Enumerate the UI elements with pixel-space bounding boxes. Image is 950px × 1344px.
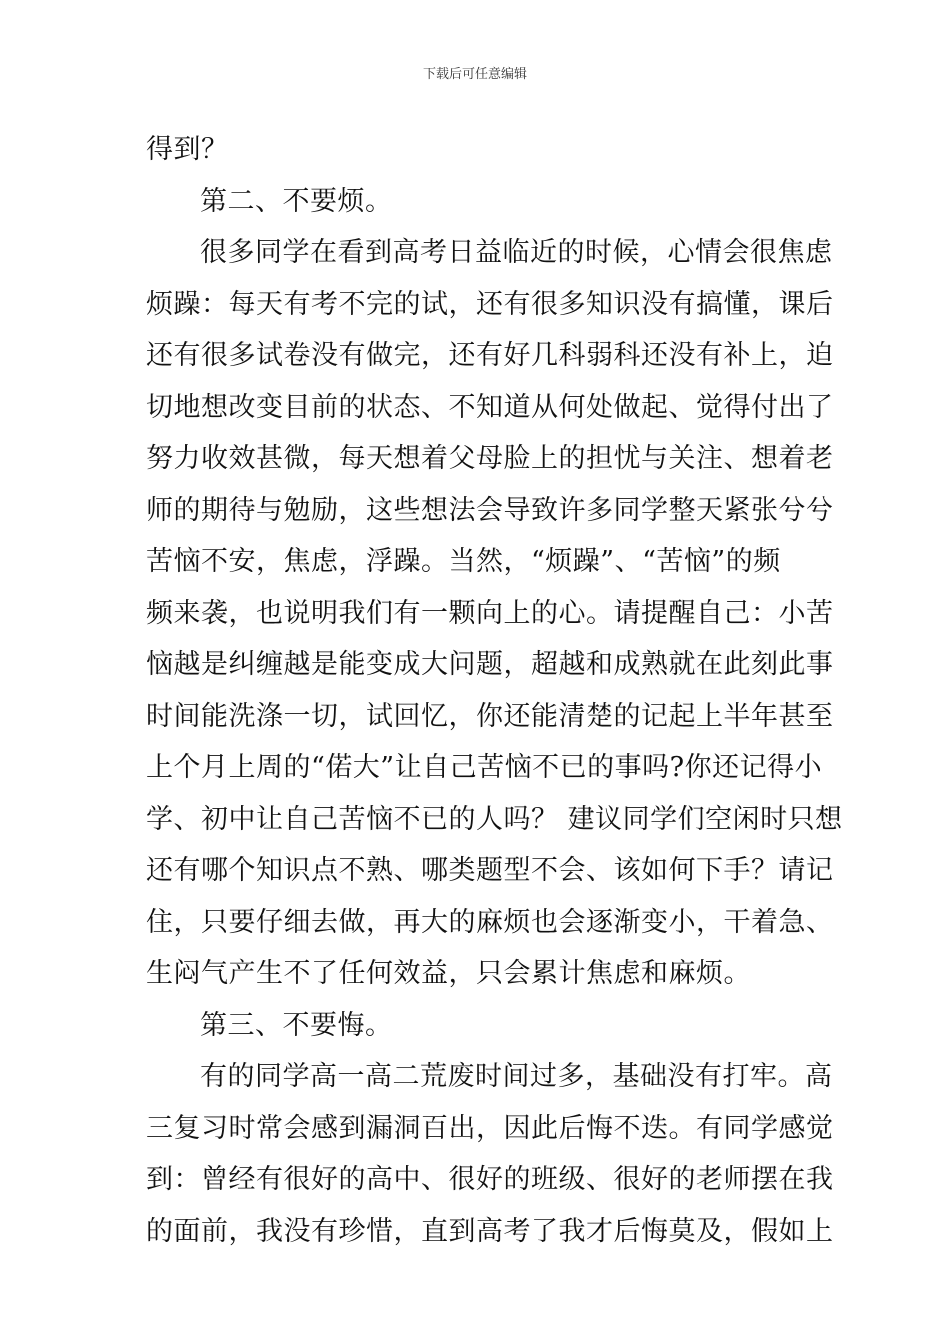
- text-line: 切地想改变目前的状态、不知道从何处做起、觉得付出了: [146, 391, 834, 423]
- text-line: 恼越是纠缠越是能变成大问题，超越和成熟就在此刻此事: [146, 649, 834, 680]
- paragraph-regret: [146, 1051, 834, 1257]
- text-line: 师的期待与勉励，这些想法会导致许多同学整天紧张兮兮: [146, 494, 834, 526]
- page-header-note: 下载后可任意编辑: [422, 67, 527, 82]
- text-line: 还有很多试卷没有做完，还有好几科弱科还没有补上，迫: [146, 340, 834, 371]
- text-line: 第三、不要悔。: [200, 1009, 393, 1041]
- text-line: 三复习时常会感到漏洞百出，因此后悔不迭。有同学感觉: [146, 1112, 834, 1144]
- text-line: 到：曾经有很好的高中、很好的班级、很好的老师摆在我: [146, 1164, 834, 1195]
- text-line: 努力收效甚微，每天想着父母脸上的担忧与关注、想着老: [146, 443, 834, 474]
- section-heading-second: [146, 176, 806, 228]
- paragraph-anxiety: [146, 227, 843, 1000]
- text-line: 学、初中让自己苦恼不已的人吗？ 建议同学们空闲时只想: [146, 803, 843, 835]
- text-line: 很多同学在看到高考日益临近的时候，心情会很焦虑: [200, 237, 833, 268]
- text-line: 时间能洗涤一切，试回忆，你还能清楚的记起上半年甚至: [146, 700, 834, 732]
- text-line: 苦恼不安，焦虑，浮躁。当然，“烦躁”、“苦恼”的频: [146, 546, 781, 577]
- text-line: 上个月上周的“偌大”让自己苦恼不已的事吗?你还记得小: [146, 752, 823, 783]
- text-line: 生闷气产生不了任何效益，只会累计焦虑和麻烦。: [146, 958, 751, 989]
- text-line: 频来袭，也说明我们有一颗向上的心。请提醒自己：小苦: [146, 597, 834, 629]
- text-line: 第二、不要烦。: [200, 185, 393, 217]
- text-line: 有的同学高一高二荒废时间过多，基础没有打牢。高: [200, 1061, 833, 1092]
- section-heading-third: [146, 1000, 806, 1052]
- text-line: 得到？: [146, 134, 229, 165]
- paragraph-continuation: [146, 124, 806, 176]
- text-line: 烦躁：每天有考不完的试，还有很多知识没有搞懂，课后: [146, 288, 834, 320]
- text-line: 的面前，我没有珍惜，直到高考了我才后悔莫及，假如上: [146, 1215, 834, 1247]
- text-line: 住，只要仔细去做，再大的麻烦也会逐渐变小，干着急、: [146, 906, 834, 938]
- text-line: 还有哪个知识点不熟、哪类题型不会、该如何下手？请记: [146, 855, 834, 886]
- document-body: [146, 124, 843, 1257]
